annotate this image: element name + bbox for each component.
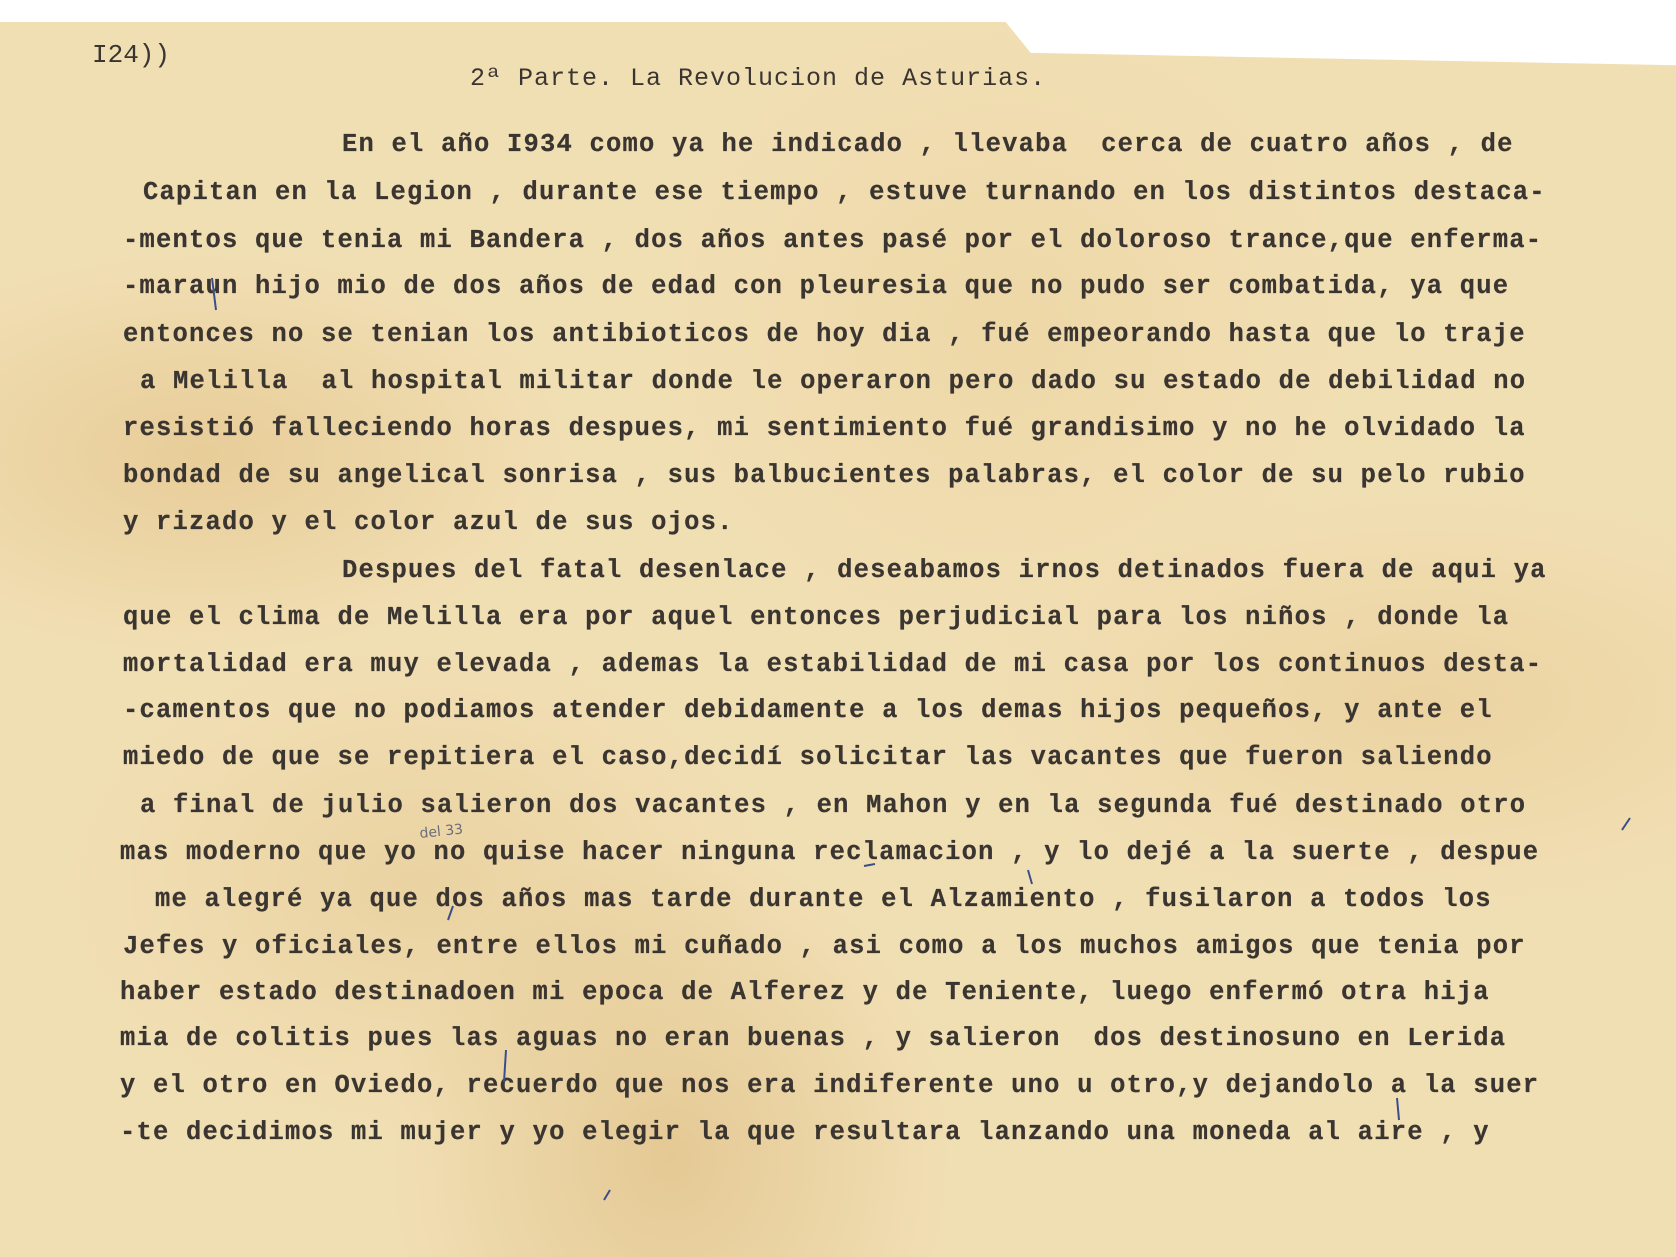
text-line: -te decidimos mi mujer y yo elegir la que resultara lanzando una moneda al aire , y — [120, 1118, 1490, 1147]
text-line: mia de colitis pues las aguas no eran buenas , y salieron dos destinosuno en Lerida — [120, 1024, 1507, 1053]
text-line: y rizado y el color azul de sus ojos. — [123, 508, 734, 537]
section-title: 2ª Parte. La Revolucion de Asturias. — [470, 64, 1047, 93]
text-line: -camentos que no podiamos atender debidamente a los demas hijos pequeños, y ante el — [123, 696, 1493, 725]
text-line: -maraun hijo mio de dos años de edad con pleuresia que no pudo ser combatida, ya que — [123, 272, 1510, 301]
text-line: a Melilla al hospital militar donde le operaron pero dado su estado de debilidad no — [140, 367, 1527, 396]
text-line: me alegré ya que dos años mas tarde durante el Alzamiento , fusilaron a todos los — [155, 885, 1492, 914]
text-line: Capitan en la Legion , durante ese tiempo , estuve turnando en los distintos destaca- — [143, 178, 1546, 207]
page-number: I24)) — [92, 40, 171, 70]
text-line: haber estado destinadoen mi epoca de Alferez y de Teniente, luego enfermó otra hija — [120, 978, 1490, 1007]
text-line: a final de julio salieron dos vacantes , en Mahon y en la segunda fué destinado otro — [140, 791, 1527, 820]
text-line: entonces no se tenian los antibioticos de hoy dia , fué empeorando hasta que lo traje — [123, 320, 1526, 349]
text-line: que el clima de Melilla era por aquel entonces perjudicial para los niños , donde la — [123, 603, 1510, 632]
text-line: bondad de su angelical sonrisa , sus balbucientes palabras, el color de su pelo rubio — [123, 461, 1526, 490]
text-line: Despues del fatal desenlace , deseabamos irnos detinados fuera de aqui ya — [342, 556, 1547, 585]
text-line: miedo de que se repitiera el caso,decidí solicitar las vacantes que fueron saliendo — [123, 743, 1493, 772]
text-line: resistió falleciendo horas despues, mi sentimiento fué grandisimo y no he olvidado la — [123, 414, 1526, 443]
text-line: mortalidad era muy elevada , ademas la estabilidad de mi casa por los continuos desta- — [123, 650, 1543, 679]
text-line: -mentos que tenia mi Bandera , dos años antes pasé por el doloroso trance,que enferma- — [123, 226, 1543, 255]
text-line: mas moderno que yo no quise hacer ninguna reclamacion , y lo dejé a la suerte , despue — [120, 838, 1540, 867]
text-line: Jefes y oficiales, entre ellos mi cuñado , asi como a los muchos amigos que tenia por — [123, 932, 1526, 961]
margin-note: del 33 — [418, 821, 464, 842]
text-line: y el otro en Oviedo, recuerdo que nos era indiferente uno u otro,y dejandolo a la suer — [120, 1071, 1540, 1100]
text-line: En el año I934 como ya he indicado , llevaba cerca de cuatro años , de — [342, 130, 1514, 159]
